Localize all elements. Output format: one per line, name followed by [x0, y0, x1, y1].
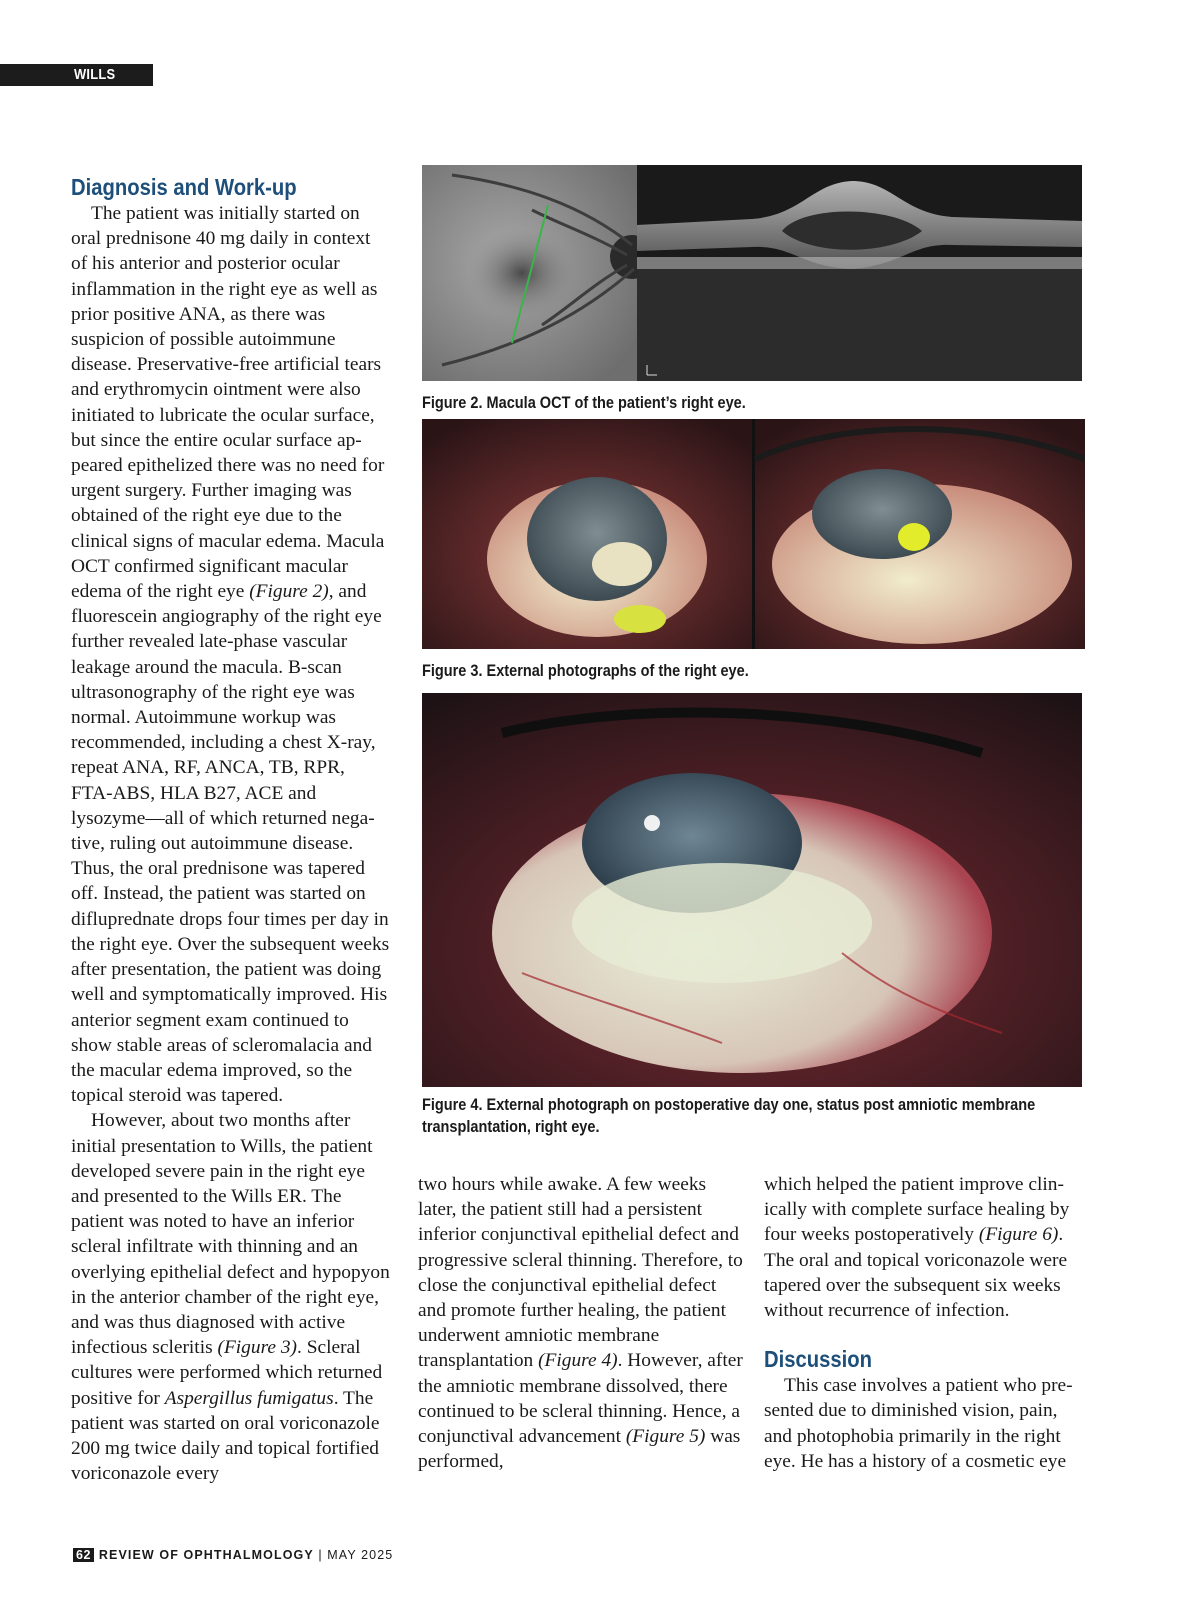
postoperative-eye-photo [422, 693, 1082, 1087]
section-heading: Discussion [764, 1346, 872, 1373]
figure-ref: (Figure 4) [538, 1350, 618, 1372]
section-label: WILLS EYE [74, 66, 116, 100]
figure-2-caption: Figure 2. Macula OCT of the patient’s right eye. [422, 394, 746, 412]
external-eye-photos [422, 419, 1085, 649]
middle-column [418, 1172, 743, 1474]
left-column [71, 173, 391, 1486]
figure-ref: (Figure 6) [978, 1224, 1059, 1246]
figure-ref: (Figure 5) [625, 1426, 706, 1448]
oct-image [422, 165, 1082, 381]
section-heading: Diagnosis and Work-up [71, 174, 297, 200]
figure-4-photo [422, 693, 1082, 1087]
paragraph: which helped the patient improve clinically with complete surface healing by four weeks postoperatively (Figure 6). The oral and topical voriconazole were tapered over the subsequent six weeks without recurrence of infection. [764, 1174, 1070, 1322]
figure-ref: (Figure 2) [249, 581, 329, 603]
figure-2-oct [422, 165, 1082, 381]
paragraph: two hours while awake. A few weeks later, the patient still had a persistent inferior conjunctival epithelial defect and progressive scleral thinning. Therefore, to close the conjunctival epithelial defect and promote further healing, the patient underwent amniotic membrane transplantation (Figure 4). However, after the amniotic membrane dissolved, there continued to be scleral thinning. Hence, a conjunctival advancement (Figure 5) was performed, [418, 1174, 743, 1473]
magazine-title: REVIEW OF OPHTHALMOLOGY [98, 1548, 314, 1562]
paragraph: However, about two months after initial presentation to Wills, the patient developed severe pain in the right eye and presented to the Wills ER. The patient was noted to have an inferior scleral infiltrate with thinning and an overlying epithelial defect and hypopyon in the anterior chamber of the right eye, and was thus diagnosed with active infectious scleritis (Figure 3). Scleral cultures were performed which returned positive for Aspergillus fumigatus. The patient was started on oral voriconazole 200 mg twice daily and topical fortified voriconazole every [71, 1110, 390, 1485]
paragraph: The patient was initially started on oral prednisone 40 mg daily in context of his anterior and posterior ocular inflammation in the right eye as well as prior positive ANA, as there was suspicion of possible autoimmune disease. Preservative-free artificial tears and erythromycin ointment were also initiated to lubricate the ocular surface, but since the entire ocular surface appeared epithelized there was no need for urgent surgery. Further imaging was obtained of the right eye due to the clinical signs of macular edema. Macula OCT confirmed significant macular edema of the right eye (Figure 2), and fluorescein angiography of the right eye further revealed late-phase vascular leakage around the macula. B-scan ultrasonography of the right eye was normal. Autoimmune workup was recommended, including a chest X-ray, repeat ANA, RF, ANCA, TB, RPR, FTA-ABS, HLA B27, ACE and lysozyme—all of which returned negative, ruling out autoimmune disease. Thus, the oral prednisone was tapered off. Instead, the patient was started on difluprednate drops four times per day in the right eye. Over the subsequent weeks after presentation, the patient was doing well and symptomatically improved. His anterior segment exam continued to show stable areas of scleromalacia and the macular edema improved, so the topical steroid was tapered. [71, 203, 390, 1107]
right-column [764, 1172, 1089, 1474]
page-number: 62 [73, 1548, 94, 1562]
figure-3-caption: Figure 3. External photographs of the right eye. [422, 662, 749, 680]
figure-4-caption: Figure 4. External photograph on postoperative day one, status post amniotic membrane transplantation, right eye. [422, 1096, 1036, 1136]
section-tab [0, 64, 153, 100]
page-footer: 62 REVIEW OF OPHTHALMOLOGY | MAY 2025 [73, 1548, 393, 1562]
figure-3-photos [422, 419, 1085, 649]
issue-date: MAY 2025 [327, 1548, 394, 1562]
organism-name: Aspergillus fumigatus [164, 1387, 334, 1409]
figure-ref: (Figure 3) [217, 1337, 297, 1359]
paragraph: This case involves a patient who presented due to diminished vision, pain, and photophobia primarily in the right eye. He has a history of a cosmetic eye [764, 1375, 1073, 1472]
